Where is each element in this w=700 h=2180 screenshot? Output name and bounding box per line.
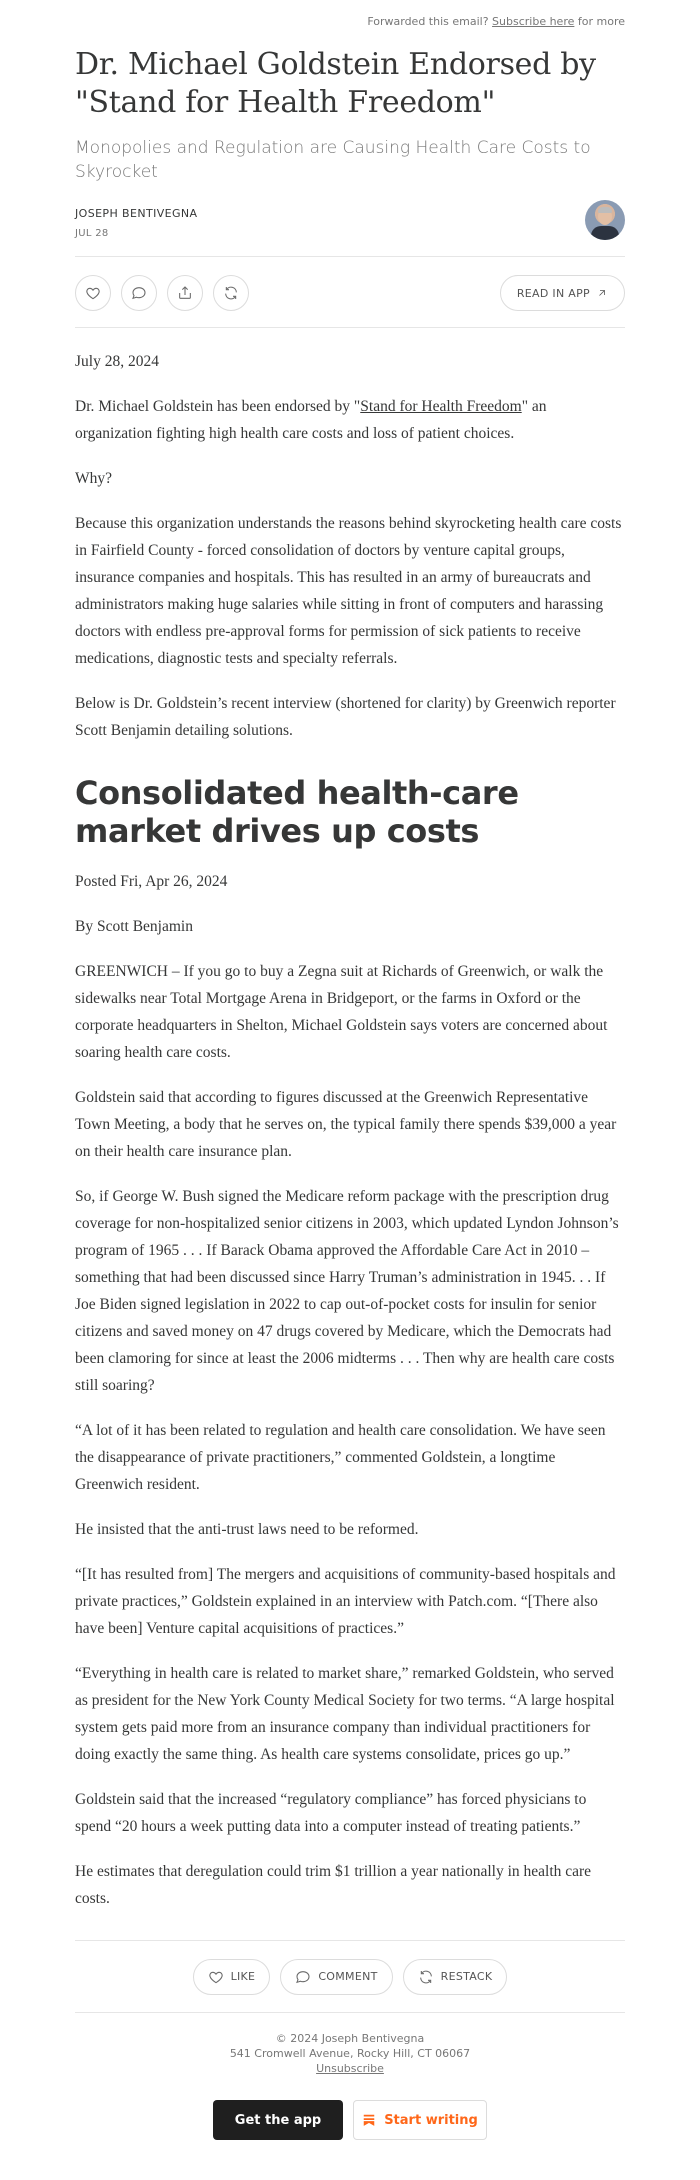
paragraph: Because this organization understands the reasons behind skyrocketing health care costs in Fairfield County - forced consolidation of doctors by venture capital groups, insurance companies and hospitals. This has resulted in an army of bureaucrats and administrators making huge salaries while sitting in front of computers and harassing doctors with endless pre-approval forms for permission of sick patients to receive medications, diagnostic tests and specialty referrals. [75, 515, 622, 667]
unsubscribe-link[interactable]: Unsubscribe [316, 2062, 384, 2075]
cta-row [75, 2100, 625, 2140]
start-writing-button[interactable] [353, 2100, 487, 2140]
like-label: LIKE [230, 1970, 256, 1983]
like-action-button[interactable] [193, 1959, 271, 1995]
email-footer [75, 2031, 625, 2076]
forward-prefix: Forwarded this email? [367, 15, 489, 28]
post-body-date: July 28, 2024 [75, 353, 159, 370]
stand-for-health-freedom-link[interactable]: Stand for Health Freedom [360, 398, 522, 415]
paragraph: Goldstein said that according to figures discussed at the Greenwich Representative Town Meeting, a body that he serves on, the typical family there spends $39,000 a year on their health care insurance plan. [75, 1089, 617, 1160]
section-heading: Consolidated health-care market drives up costs [75, 774, 519, 850]
heart-icon [208, 1969, 224, 1985]
paragraph: “[It has resulted from] The mergers and acquisitions of community-based hospitals and private practices,” Goldstein explained in an interview with Patch.com. “[There also have been] Venture capital acquisitions of practices.” [75, 1566, 616, 1637]
paragraph: He estimates that deregulation could trim $1 trillion a year nationally in health care costs. [75, 1863, 592, 1907]
like-button[interactable] [75, 275, 111, 311]
paragraph: So, if George W. Bush signed the Medicare reform package with the prescription drug coverage for non-hospitalized senior citizens in 2003, which updated Lyndon Johnson’s program of 1965 . . . If Barack Obama approved the Affordable Care Act in 2010 – something that had been discussed since Harry Truman’s administration in 1945. . . If Joe Biden signed legislation in 2022 to cap out-of-pocket costs for insulin for senior citizens and saved money on 47 drugs covered by Medicare, which the Democrats had been clamoring for since at least the 2006 midterms . . . Then why are health care costs still soaring? [75, 1188, 619, 1394]
post-toolbar [75, 256, 625, 328]
post-actions [75, 1941, 625, 2013]
address: 541 Cromwell Avenue, Rocky Hill, CT 06067 [229, 2047, 471, 2060]
paragraph: “A lot of it has been related to regulation and health care consolidation. We have seen the disappearance of private practitioners,” commented Goldstein, a longtime Greenwich resident. [75, 1422, 606, 1493]
avatar[interactable] [585, 200, 625, 240]
paragraph: Why? [75, 470, 113, 487]
paragraph: Dr. Michael Goldstein has been endorsed by "Stand for Health Freedom" an organization fighting high health care costs and loss of patient choices. [75, 398, 547, 442]
comment-icon [131, 285, 147, 301]
restack-action-button[interactable] [403, 1959, 508, 1995]
restack-icon [418, 1969, 434, 1985]
read-in-app-label: READ IN APP [516, 286, 590, 300]
comment-button[interactable] [121, 275, 157, 311]
post-title[interactable]: Dr. Michael Goldstein Endorsed by "Stand for Health Freedom" [75, 47, 596, 120]
heart-icon [85, 285, 101, 301]
byline [75, 202, 625, 248]
arrow-up-right-icon [596, 287, 608, 299]
article-byline: By Scott Benjamin [75, 918, 193, 935]
get-the-app-button[interactable]: Get the app [213, 2100, 343, 2140]
paragraph: He insisted that the anti-trust laws need to be reformed. [75, 1521, 419, 1538]
restack-button[interactable] [213, 275, 249, 311]
paragraph: Goldstein said that the increased “regulatory compliance” has forced physicians to spend “20 hours a week putting data into a computer instead of treating patients.” [75, 1791, 587, 1835]
copyright: © 2024 Joseph Bentivegna [275, 2032, 425, 2045]
comment-icon [295, 1969, 311, 1985]
forward-suffix: for more [577, 15, 625, 28]
restack-icon [223, 285, 239, 301]
share-icon [177, 285, 193, 301]
author-name[interactable]: JOSEPH BENTIVEGNA [75, 207, 198, 220]
comment-label: COMMENT [318, 1970, 378, 1983]
share-button[interactable] [167, 275, 203, 311]
restack-label: RESTACK [440, 1970, 493, 1983]
posted-date: Posted Fri, Apr 26, 2024 [75, 873, 228, 890]
post-body [75, 348, 625, 1912]
paragraph: “Everything in health care is related to market share,” remarked Goldstein, who served as president for the New York County Medical Society for two terms. “A large hospital system gets paid more from an insurance company than individual practitioners for doing exactly the same thing. As health care systems consolidate, prices go up.” [75, 1665, 615, 1763]
paragraph: Below is Dr. Goldstein’s recent interview (shortened for clarity) by Greenwich reporter Scott Benjamin detailing solutions. [75, 695, 616, 739]
read-in-app-button[interactable] [500, 275, 625, 311]
paragraph: GREENWICH – If you go to buy a Zegna suit at Richards of Greenwich, or walk the sidewalks near Total Mortgage Arena in Bridgeport, or the farms in Oxford or the corporate headquarters in Shelton, Michael Goldstein says voters are concerned about soaring health care costs. [75, 963, 608, 1061]
post-date: JUL 28 [75, 228, 109, 239]
start-writing-label: Start writing [384, 2112, 478, 2128]
comment-action-button[interactable] [280, 1959, 392, 1995]
subscribe-link[interactable]: Subscribe here [492, 15, 575, 28]
substack-logo-icon [362, 2113, 376, 2127]
forward-notice [75, 0, 625, 38]
email-container [75, 0, 625, 2140]
post-subtitle: Monopolies and Regulation are Causing Health Care Costs to Skyrocket [75, 138, 591, 182]
